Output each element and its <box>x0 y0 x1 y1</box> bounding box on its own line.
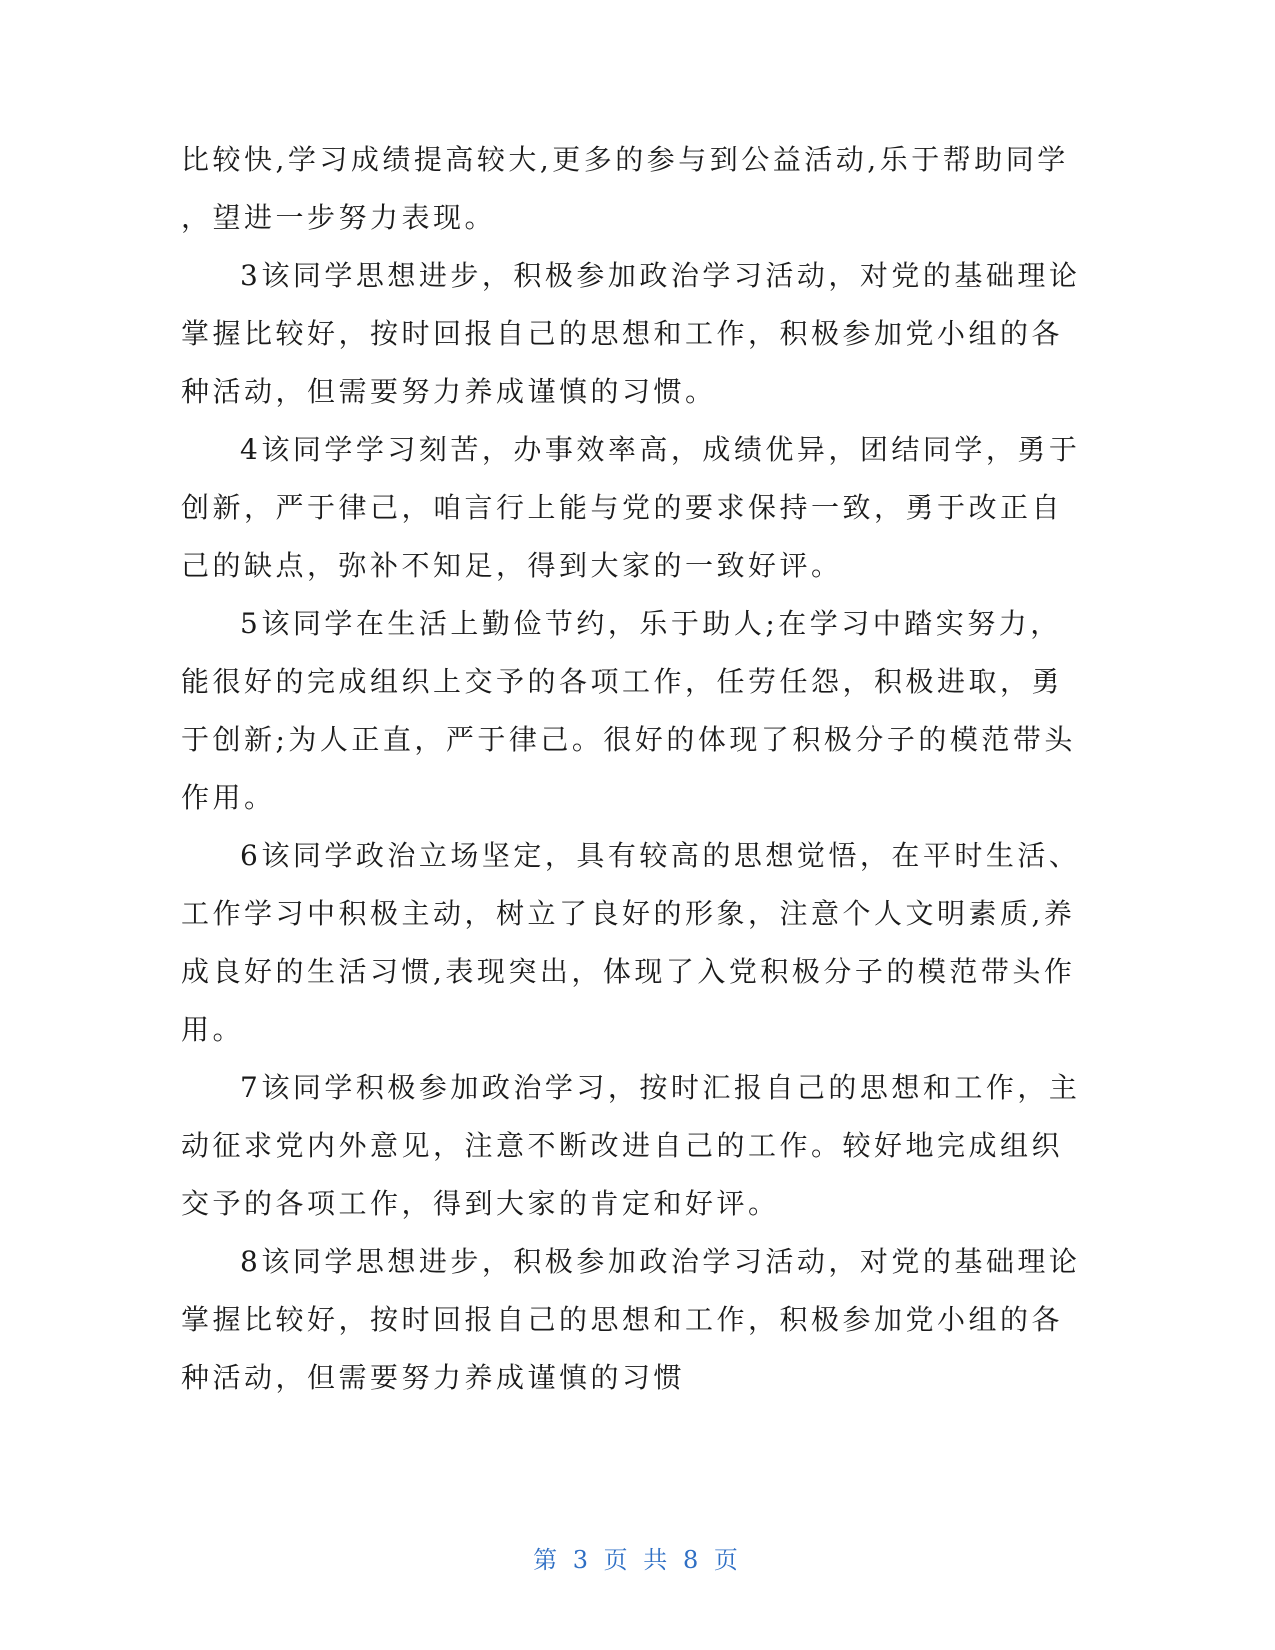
text-line: 比较快,学习成绩提高较大,更多的参与到公益活动,乐于帮助同学 <box>181 143 1069 176</box>
paragraph <box>181 827 1081 1059</box>
text-line: 动征求党内外意见，注意不断改进自己的工作。较好地完成组织 <box>181 1129 1064 1162</box>
paragraph <box>181 421 1081 595</box>
text-line: 工作学习中积极主动，树立了良好的形象，注意个人文明素质,养 <box>181 897 1076 930</box>
text-line: 作用。 <box>181 781 276 814</box>
text-line: 4该同学学习刻苦，办事效率高，成绩优异，团结同学，勇于 <box>240 433 1081 466</box>
text-line: 7该同学积极参加政治学习，按时汇报自己的思想和工作，主 <box>240 1071 1081 1104</box>
text-line: 创新，严于律己，咱言行上能与党的要求保持一致，勇于改正自 <box>181 491 1064 524</box>
text-line: 种活动，但需要努力养成谨慎的习惯 <box>181 1361 686 1394</box>
paragraph <box>181 595 1076 827</box>
document-body <box>181 131 1081 1407</box>
paragraph <box>181 1233 1081 1407</box>
text-line: 交予的各项工作，得到大家的肯定和好评。 <box>181 1187 780 1220</box>
text-line: 6该同学政治立场坚定，具有较高的思想觉悟，在平时生活、 <box>240 839 1081 872</box>
text-line: 8该同学思想进步，积极参加政治学习活动，对党的基础理论 <box>240 1245 1081 1278</box>
text-line: 己的缺点，弥补不知足，得到大家的一致好评。 <box>181 549 843 582</box>
text-line: 5该同学在生活上勤俭节约，乐于助人;在学习中踏实努力， <box>240 607 1062 640</box>
text-line: 掌握比较好，按时回报自己的思想和工作，积极参加党小组的各 <box>181 1303 1064 1336</box>
paragraph <box>181 131 1069 247</box>
text-line: 3该同学思想进步，积极参加政治学习活动，对党的基础理论 <box>240 259 1081 292</box>
text-line: 用。 <box>181 1013 245 1046</box>
text-line: 种活动，但需要努力养成谨慎的习惯。 <box>181 375 717 408</box>
text-line: ，望进一步努力表现。 <box>181 201 497 234</box>
paragraph <box>181 1059 1081 1233</box>
text-line: 成良好的生活习惯,表现突出，体现了入党积极分子的模范带头作 <box>181 955 1076 988</box>
text-line: 于创新;为人正直，严于律己。很好的体现了积极分子的模范带头 <box>181 723 1076 756</box>
text-line: 掌握比较好，按时回报自己的思想和工作，积极参加党小组的各 <box>181 317 1064 350</box>
paragraph <box>181 247 1081 421</box>
page-number-footer: 第 3 页 共 8 页 <box>533 1546 742 1574</box>
text-line: 能很好的完成组织上交予的各项工作，任劳任怨，积极进取，勇 <box>181 665 1064 698</box>
